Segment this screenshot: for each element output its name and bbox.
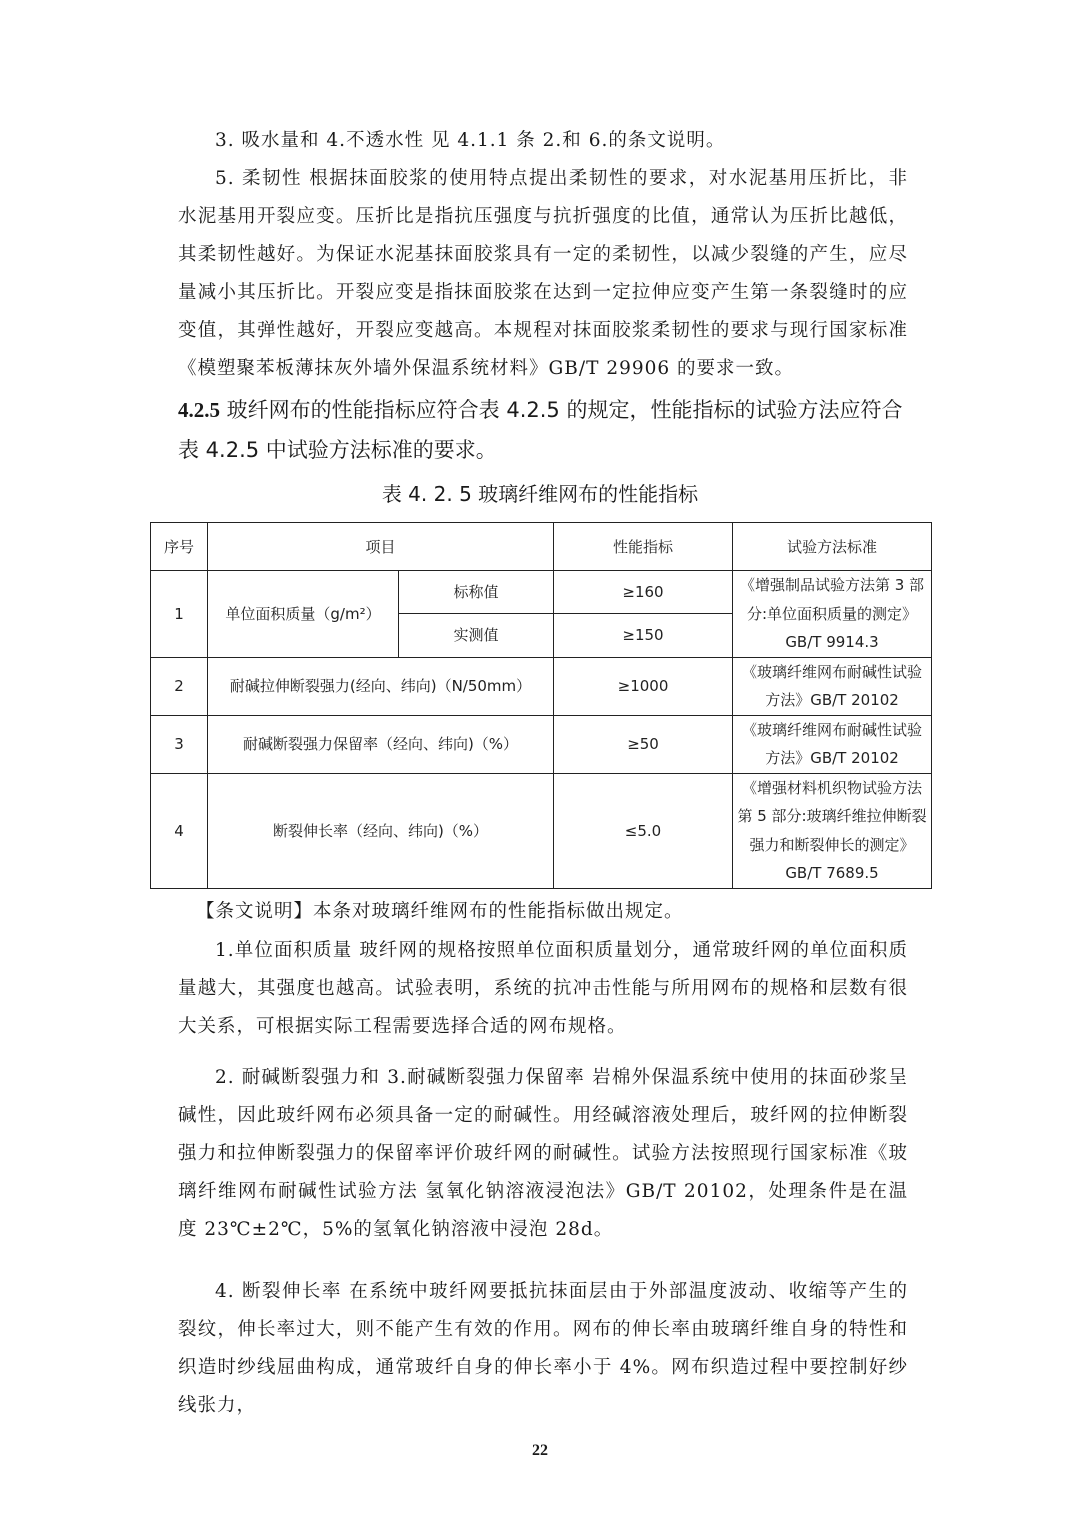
row-no: 1: [151, 571, 208, 658]
paragraph-water-absorption: 3. 吸水量和 4.不透水性 见 4.1.1 条 2.和 6.的条文说明。: [215, 130, 726, 151]
clause-text: 玻纤网布的性能指标应符合表 4.2.5 的规定，性能指标的试验方法应符合表 4.2.5 中试验方法标准的要求。: [178, 398, 903, 462]
row-value: ≥50: [554, 715, 733, 773]
table-row: [151, 773, 932, 888]
row-value: ≥1000: [554, 657, 733, 715]
sub-item-label: 标称值: [399, 571, 554, 614]
row-value: ≥160: [554, 571, 733, 614]
row-item: 断裂伸长率（经向、纬向)（%）: [208, 773, 554, 888]
row-item: 耐碱拉伸断裂强力(经向、纬向)（N/50mm）: [208, 657, 554, 715]
header-index: 性能指标: [554, 523, 733, 571]
row-method: 《增强制品试验方法第 3 部分:单位面积质量的测定》GB/T 9914.3: [733, 571, 932, 658]
paragraph-flexibility: 5. 柔韧性 根据抹面胶浆的使用特点提出柔韧性的要求，对水泥基用压折比，非水泥基用开裂应变。压折比是指抗压强度与抗折强度的比值，通常认为压折比越低，其柔韧性越好。为保证水泥基抹面胶浆具有一定的柔韧性，以减少裂缝的产生，应尽量减小其压折比。开裂应变是指抹面胶浆在达到一定拉伸应变产生第一条裂缝时的应变值，其弹性越好，开裂应变越高。本规程对抹面胶浆柔韧性的要求与现行国家标准《模塑聚苯板薄抹灰外墙外保温系统材料》GB/T 29906 的要求一致。: [178, 168, 908, 379]
table-header-row: [151, 523, 932, 571]
explanation-elongation: 4. 断裂伸长率 在系统中玻纤网要抵抗抹面层由于外部温度波动、收缩等产生的裂纹，伸长率过大，则不能产生有效的作用。网布的伸长率由玻璃纤维自身的特性和织造时纱线屈曲构成，通常玻纤自身的伸长率小于 4%。网布织造过程中要控制好纱线张力，: [178, 1281, 908, 1416]
table-row: [151, 657, 932, 715]
page-number: 22: [532, 1442, 548, 1459]
header-no: 序号: [151, 523, 208, 571]
row-value: ≥150: [554, 613, 733, 657]
row-item: 单位面积质量（g/m²）: [208, 571, 399, 658]
sub-item-label: 实测值: [399, 613, 554, 657]
table-caption: 表 4. 2. 5 玻璃纤维网布的性能指标: [381, 482, 699, 506]
table-row: [151, 571, 932, 614]
performance-table: [150, 522, 932, 889]
row-no: 4: [151, 773, 208, 888]
table-row: [151, 715, 932, 773]
explanation-alkali-resistance: 2. 耐碱断裂强力和 3.耐碱断裂强力保留率 岩棉外保温系统中使用的抹面砂浆呈碱性，因此玻纤网布必须具备一定的耐碱性。用经碱溶液处理后，玻纤网的拉伸断裂强力和拉伸断裂强力的保留率评价玻纤网的耐碱性。试验方法按照现行国家标准《玻璃纤维网布耐碱性试验方法 氢氧化钠溶液浸泡法》GB/T 20102，处理条件是在温度 23℃±2℃，5%的氢氧化钠溶液中浸泡 28d。: [178, 1067, 908, 1240]
row-value: ≤5.0: [554, 773, 733, 888]
row-method: 《增强材料机织物试验方法第 5 部分:玻璃纤维拉伸断裂强力和断裂伸长的测定》GB/T 7689.5: [733, 773, 932, 888]
explanation-unit-mass: 1.单位面积质量 玻纤网的规格按照单位面积质量划分，通常玻纤网的单位面积质量越大，其强度也越高。试验表明，系统的抗冲击性能与所用网布的规格和层数有很大关系，可根据实际工程需要选择合适的网布规格。: [178, 940, 908, 1037]
explanation-heading: 【条文说明】本条对玻璃纤维网布的性能指标做出规定。: [196, 901, 684, 922]
row-method: 《玻璃纤维网布耐碱性试验方法》GB/T 20102: [733, 715, 932, 773]
row-no: 3: [151, 715, 208, 773]
row-item: 耐碱断裂强力保留率（经向、纬向)（%）: [208, 715, 554, 773]
row-no: 2: [151, 657, 208, 715]
row-method: 《玻璃纤维网布耐碱性试验方法》GB/T 20102: [733, 657, 932, 715]
header-method: 试验方法标准: [733, 523, 932, 571]
clause-number: 4.2.5: [178, 398, 220, 422]
header-item: 项目: [208, 523, 554, 571]
clause-4-2-5: [178, 390, 918, 470]
